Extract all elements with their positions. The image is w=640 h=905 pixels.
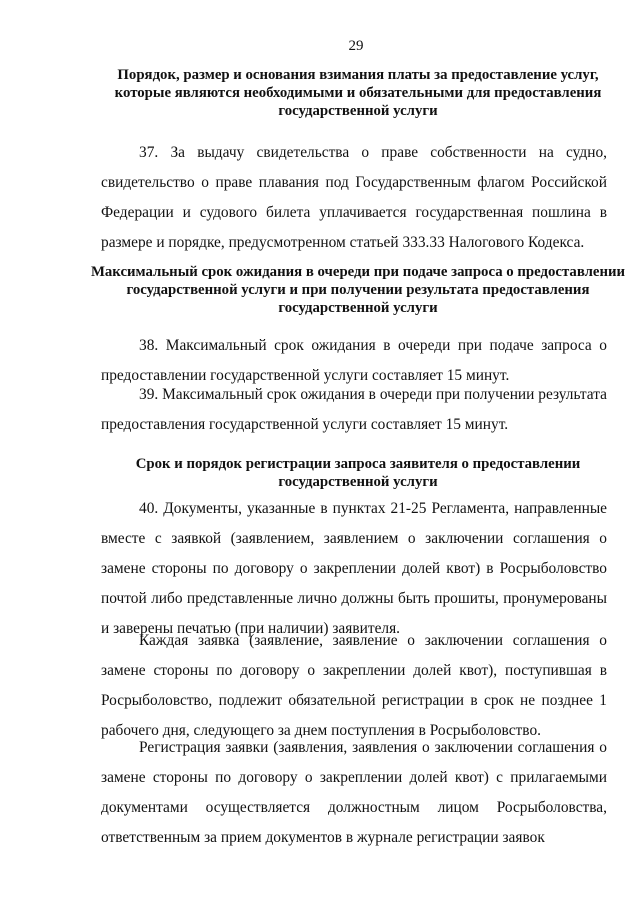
paragraph-registration: Регистрация заявки (заявления, заявления о заключении соглашения о замене стороны по договору о закреплении долей квот) с прилагаемыми документами осуществляется должностным лицом Росрыболовства, ответственным за прием документов в журнале регистрации заявок [101,739,607,846]
section-heading-registration: Срок и порядок регистрации запроса заявителя о предоставлении государственной услуги [135,456,581,490]
paragraph-40: 40. Документы, указанные в пунктах 21-25 Регламента, направленные вместе с заявкой (заявлением, заявлением о заключении соглашения о замене стороны по договору о закреплении долей квот) в Росрыболовство почтой либо представленные лично должны быть прошиты, пронумерованы и заверены печатью (при наличии) заявителя. [101,500,607,637]
page-number: 29 [348,38,364,54]
paragraph-39: 39. Максимальный срок ожидания в очереди при получении результата предоставления государственной услуги составляет 15 минут. [101,386,607,433]
section-heading-fee: Порядок, размер и основания взимания платы за предоставление услуг, которые являются необходимыми и обязательными для предоставления государственной услуги [114,67,602,119]
section-heading-waiting-time: Максимальный срок ожидания в очереди при подаче запроса о предоставлении государственной услуги и при получении результата предоставления государственной услуги [90,264,626,316]
paragraph-37: 37. За выдачу свидетельства о праве собственности на судно, свидетельство о праве плавания под Государственным флагом Российской Федерации и судового билета уплачивается государственная пошлина в размере и порядке, предусмотренном статьей 333.33 Налогового Кодекса. [101,144,607,251]
paragraph-each-application: Каждая заявка (заявление, заявление о заключении соглашения о замене стороны по договору о закреплении долей квот), поступившая в Росрыболовство, подлежит обязательной регистрации в срок не позднее 1 рабочего дня, следующего за днем поступления в Росрыболовство. [101,632,607,739]
paragraph-38: 38. Максимальный срок ожидания в очереди при подаче запроса о предоставлении государственной услуги составляет 15 минут. [101,337,607,384]
